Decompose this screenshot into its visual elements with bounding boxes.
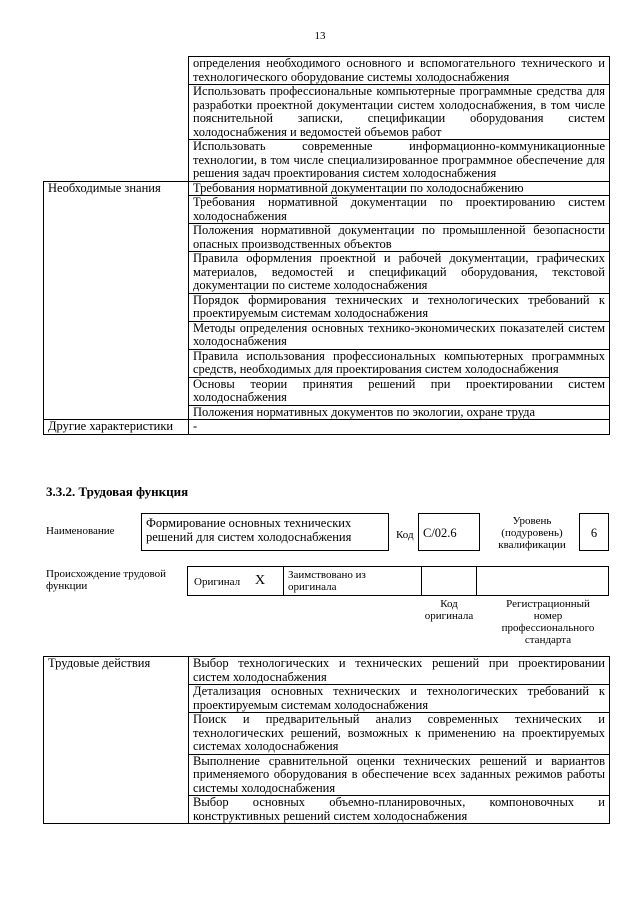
original-mark: X (255, 573, 266, 588)
labor-actions-table (43, 656, 610, 824)
empty-label-cell (44, 140, 189, 182)
action-cell: Выбор технологических и технических решений при проектировании систем холодоснабжения (189, 657, 610, 685)
empty-label-cell (44, 57, 189, 85)
skills-knowledge-table (43, 56, 610, 435)
other-characteristics-value: - (189, 420, 610, 435)
table-row (44, 657, 610, 685)
knowledge-cell: Основы теории принятия решений при проектировании систем холодоснабжения (189, 377, 610, 405)
skill-cell: определения необходимого основного и вспомогательного технического и технологического оборудование системы холодоснабжения (189, 57, 610, 85)
skill-cell: Использовать профессиональные компьютерные программные средства для разработки проектной документации систем холодоснабжения, в том числе пояснительной записки, спецификации оборудования систем холодоснабжения и ведомостей объемов работ (189, 85, 610, 140)
knowledge-cell: Требования нормативной документации по холодоснабжению (189, 181, 610, 196)
empty-label-cell (44, 85, 189, 140)
knowledge-cell: Положения нормативной документации по промышленной безопасности опасных производственных объектов (189, 224, 610, 252)
knowledge-cell: Методы определения основных технико-экономических показателей систем холодоснабжения (189, 321, 610, 349)
code-label: Код (396, 529, 414, 541)
table-row (44, 57, 610, 85)
original-box (187, 566, 284, 596)
action-cell: Детализация основных технических и технологических требований к проектируемым системам холодоснабжения (189, 685, 610, 713)
level-label: Уровень (подуровень) квалификации (498, 515, 566, 551)
code-value-box: С/02.6 (418, 513, 480, 551)
page-number: 13 (314, 30, 326, 42)
reg-number-caption: Регистрационный номер профессионального стандарта (501, 598, 595, 646)
section-heading: 3.3.2. Трудовая функция (46, 484, 189, 499)
name-label: Наименование (46, 525, 115, 537)
other-characteristics-label: Другие характеристики (44, 420, 189, 435)
knowledge-cell: Требования нормативной документации по проектированию систем холодоснабжения (189, 196, 610, 224)
action-cell: Выполнение сравнительной оценки технических решений и вариантов применяемого оборудования в обеспечение всех заданных режимов работы системы холодоснабжения (189, 754, 610, 796)
table-row (44, 85, 610, 140)
knowledge-label: Необходимые знания (44, 181, 189, 420)
function-name-box: Формирование основных технических решений для систем холодоснабжения (141, 513, 389, 551)
table-row (44, 181, 610, 196)
knowledge-cell: Положения нормативных документов по экологии, охране труда (189, 405, 610, 420)
original-label: Оригинал (194, 576, 241, 588)
origin-code-caption: Код оригинала (424, 598, 474, 622)
action-cell: Поиск и предварительный анализ современных технических и технологических решений, возможных к применению на проектируемых системах холодоснабжения (189, 713, 610, 755)
knowledge-cell: Правила использования профессиональных компьютерных программных средств, необходимых для проектирования систем холодоснабжения (189, 349, 610, 377)
table-row (44, 140, 610, 182)
origin-code-box (421, 566, 477, 596)
action-cell: Выбор основных объемно-планировочных, компоновочных и конструктивных решений систем холодоснабжения (189, 796, 610, 824)
reg-number-box (476, 566, 609, 596)
knowledge-cell: Правила оформления проектной и рабочей документации, графических материалов, ведомостей и спецификаций оборудования, текстовой документации по системе холодоснабжения (189, 252, 610, 294)
origin-label: Происхождение трудовой функции (46, 568, 167, 592)
knowledge-cell: Порядок формирования технических и технологических требований к проектируемым системам холодоснабжения (189, 293, 610, 321)
borrowed-box: Заимствовано из оригинала (283, 566, 422, 596)
level-value-box: 6 (579, 513, 609, 551)
labor-actions-label: Трудовые действия (44, 657, 189, 824)
skill-cell: Использовать современные информационно-коммуникационные технологии, в том числе специализированное программное обеспечение для решения задач проектирования систем холодоснабжения (189, 140, 610, 182)
table-row (44, 420, 610, 435)
